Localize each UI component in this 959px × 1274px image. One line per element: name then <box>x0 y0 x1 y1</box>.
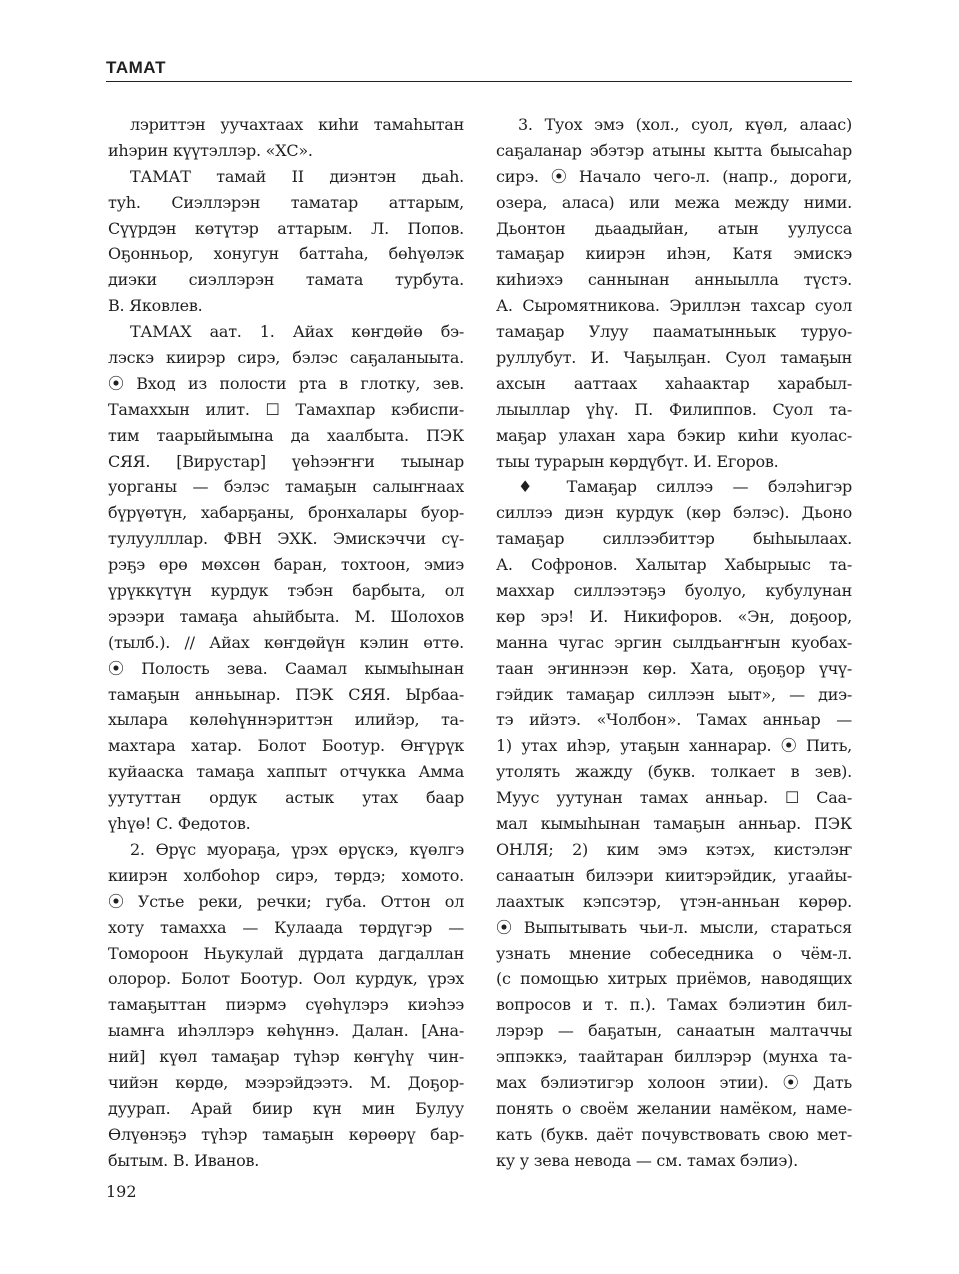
text-line: дуурап. Арай биир күн мин Булуу <box>108 1098 464 1118</box>
text-line: сирэ. ⦿ Начало чего-л. (напр., дороги, <box>496 166 852 186</box>
text-line: тыы турарын көрдүбүт. И. Егоров. <box>496 451 779 471</box>
text-line: Муус уутунан тамах анньар. ☐ Саа- <box>496 788 852 808</box>
paragraph <box>108 837 464 1174</box>
text-line: ний] күөл тамаҕар түһэр көҥүһү чин- <box>108 1047 464 1067</box>
text-line: хоту тамахха — Кулаада төрдүгэр — <box>108 917 464 937</box>
text-line: лэскэ киирэр сирэ, бэлэс саҕаланыыта. <box>108 348 464 368</box>
paragraph <box>108 112 464 164</box>
text-line: 2. Өрүс муораҕа, үрэх өрүскэ, күөлгэ <box>130 839 464 859</box>
text-line: лэриттэн уучахтаах киһи тамаһытан <box>130 115 464 134</box>
text-line: понять о своём желании намёком, наме- <box>496 1098 852 1118</box>
text-line: олорор. Болот Боотур. Оол курдук, үрэх <box>108 969 464 989</box>
paragraph <box>108 319 464 837</box>
text-line: куйааска тамаҕа хаппыт отчукка Амма <box>108 762 464 782</box>
text-line: ⦿ Выпытывать чьи-л. мысли, стараться <box>496 917 852 937</box>
text-line: ⦿ Полость зева. Саамал кымыһынан <box>108 658 464 678</box>
text-line: тулуулллар. ФВН ЭХК. Эмискэччи сү- <box>108 529 464 549</box>
text-line: маххар силлээтэҕэ буолуо, кубулунан <box>496 581 852 601</box>
text-line: вопросов и т. п.). Тамах бэлиэтин бил- <box>496 995 852 1015</box>
text-line: ахсын ааттаах хаһаактар харабыл- <box>496 373 852 393</box>
text-line: СЯЯ. [Вирустар] үөһээҥҥи тыынар <box>108 451 464 471</box>
text-line: лыыллар үһү. П. Филиппов. Суол та- <box>496 399 852 419</box>
paragraph <box>108 164 464 319</box>
page-number: 192 <box>106 1182 137 1201</box>
text-line: маҕар улахан хара бэкир киһи куолас- <box>496 425 852 445</box>
text-line: руллубут. И. Чаҕылҕан. Суол тамаҕын <box>496 348 852 368</box>
text-line: көр эрэ! И. Никифоров. «Эн, доҕоор, <box>496 606 852 626</box>
text-line: кать (букв. даёт почувствовать свою мет- <box>496 1124 852 1144</box>
text-line: 3. Туох эмэ (хол., суол, күөл, алаас) <box>518 115 852 134</box>
paragraph <box>496 474 852 1173</box>
text-line: махтара хатар. Болот Боотур. Өҥүрүк <box>108 736 464 756</box>
text-line: лэрэр — баҕатын, санаатын малтаччы <box>496 1021 852 1041</box>
text-line: тэ ийэтэ. «Чолбон». Тамах анньар — <box>496 710 852 730</box>
text-line: тамаҕар киирэн иһэн, Катя эмискэ <box>496 244 852 264</box>
text-line: ОНЛЯ; 2) ким эмэ кэтэх, кистэлэҥ <box>496 839 852 859</box>
text-line: лаахтык кэпсэтэр, үтэн-анньан көрөр. <box>496 891 852 911</box>
text-line: хылара көлөһүннэриттэн илийэр, та- <box>108 710 464 730</box>
text-line: эппэккэ, таайтаран биллэрэр (мунха та- <box>496 1047 852 1067</box>
text-line: уорганы — бэлэс тамаҕын салыҥнаах <box>108 477 464 497</box>
text-line: ⦿ Устье реки, речки; губа. Оттон ол <box>108 891 464 911</box>
text-line: тамаҕыттан пиэрмэ сүөһүлэрэ киэһээ <box>108 995 464 1015</box>
text-line: киирэн холбоһор сирэ, төрдэ; хомото. <box>108 865 464 885</box>
text-line: туһ. Сиэллэрэн таматар аттарым, <box>108 192 464 212</box>
header-rule <box>106 81 852 82</box>
text-line: ⦿ Вход из полости рта в глотку, зев. <box>108 373 464 393</box>
text-line: А. Сыромятникова. Эриллэн тахсар суол <box>496 296 852 316</box>
text-line: узнать мнение собеседника о чём-л. <box>496 943 852 963</box>
text-line: тамаҕар Улуу пааматынньык туруо- <box>496 322 852 342</box>
right-column <box>496 112 852 1174</box>
text-line: Томороон Ньукулай дүрдата дагдаллан <box>108 943 464 963</box>
text-line: (тылб.). // Айах көҥдөйүн кэлин өттө. <box>108 632 464 652</box>
text-line: Сүүрдэн көтүтэр аттарым. Л. Попов. <box>108 218 464 238</box>
text-line: ♦ Тамаҕар силлээ — бэлэһигэр <box>518 477 852 497</box>
text-line: ку у зева невода — см. тамах бэлиэ). <box>496 1150 798 1170</box>
text-line: тамаҕын анньынар. ПЭК СЯЯ. Ырбаа- <box>108 684 464 704</box>
text-line: Өлүөнэҕэ түһэр тамаҕын көрөөрү бар- <box>108 1124 464 1144</box>
text-line: А. Софронов. Халытар Хабырыыс та- <box>496 555 852 575</box>
text-line: силлээ диэн курдук (көр бэлэс). Дьоно <box>496 503 852 523</box>
text-line: 1) утах иһэр, утаҕын ханнарар. ⦿ Пить, <box>496 736 852 756</box>
text-line: үрүккүтүн курдук тэбэн барбыта, ол <box>108 581 464 601</box>
text-line: озера, аласа) или межа между ними. <box>496 192 852 212</box>
text-line: диэки сиэллэрэн тамата турбута. <box>108 270 464 290</box>
text-line: Тамаххын илит. ☐ Тамахпар кэбиспи- <box>108 399 464 419</box>
text-line: бытым. В. Иванов. <box>108 1150 260 1170</box>
text-line: таан эҥиннээн көр. Хата, оҕоҕор үчү- <box>496 658 852 678</box>
text-line: Дьонтон дьаадыйан, атын уулусса <box>496 218 852 238</box>
text-line: эрээри тамаҕа аһыйбыта. М. Шолохов <box>108 606 464 626</box>
left-column <box>108 112 464 1174</box>
text-line: утолять жажду (букв. толкает в зев). <box>496 762 852 782</box>
text-line: гэйдик тамаҕар силлээн ыыт», — диэ- <box>496 684 852 704</box>
text-line: рэҕэ өрө мөхсөн баран, тохтоон, эмиэ <box>108 555 464 575</box>
text-line: киһиэхэ саннынан анныылла түстэ. <box>496 270 852 290</box>
text-line: ТАМАТ тамай II диэнтэн дьаһ. <box>130 166 464 186</box>
text-line: санаатын билээри киитэрэйдик, угаайы- <box>496 865 852 885</box>
text-line: В. Яковлев. <box>108 296 203 316</box>
text-line: ТАМАХ аат. 1. Айах көҥдөйө бэ- <box>130 322 464 342</box>
text-line: ыамҥа иһэллэрэ көһүннэ. Далан. [Ана- <box>108 1021 464 1041</box>
text-line: бүрүөтүн, хабарҕаны, бронхалары буор- <box>108 503 464 523</box>
text-line: (с помощью хитрых приёмов, наводящих <box>496 969 852 989</box>
text-line: мал кымыһынан тамаҕын анньар. ПЭК <box>496 814 852 834</box>
text-line: чийэн көрдө, мээрэйдээтэ. М. Доҕор- <box>108 1072 464 1092</box>
text-line: тамаҕар силлээбиттэр быһыылаах. <box>496 529 852 549</box>
paragraph <box>496 112 852 474</box>
text-line: тим таарыйымына да хаалбыта. ПЭК <box>108 425 464 445</box>
text-line: саҕаланар эбэтэр атыны кытта быысаһар <box>496 140 852 160</box>
text-line: үһүө! С. Федотов. <box>108 814 251 834</box>
running-head: ТАМАТ <box>106 58 167 77</box>
text-line: манна чугас эргин сылдьаҥҥын куобах- <box>496 632 852 652</box>
text-line: мах бэлиэтигэр холоон этии). ⦿ Дать <box>496 1072 852 1092</box>
text-line: иһэрин күүтэллэр. «ХС». <box>108 140 313 160</box>
text-line: уутуттан ордук астык утах баар <box>108 788 464 808</box>
text-line: Оҕонньор, хонугун баттаһа, бөһүөлэк <box>108 244 464 264</box>
